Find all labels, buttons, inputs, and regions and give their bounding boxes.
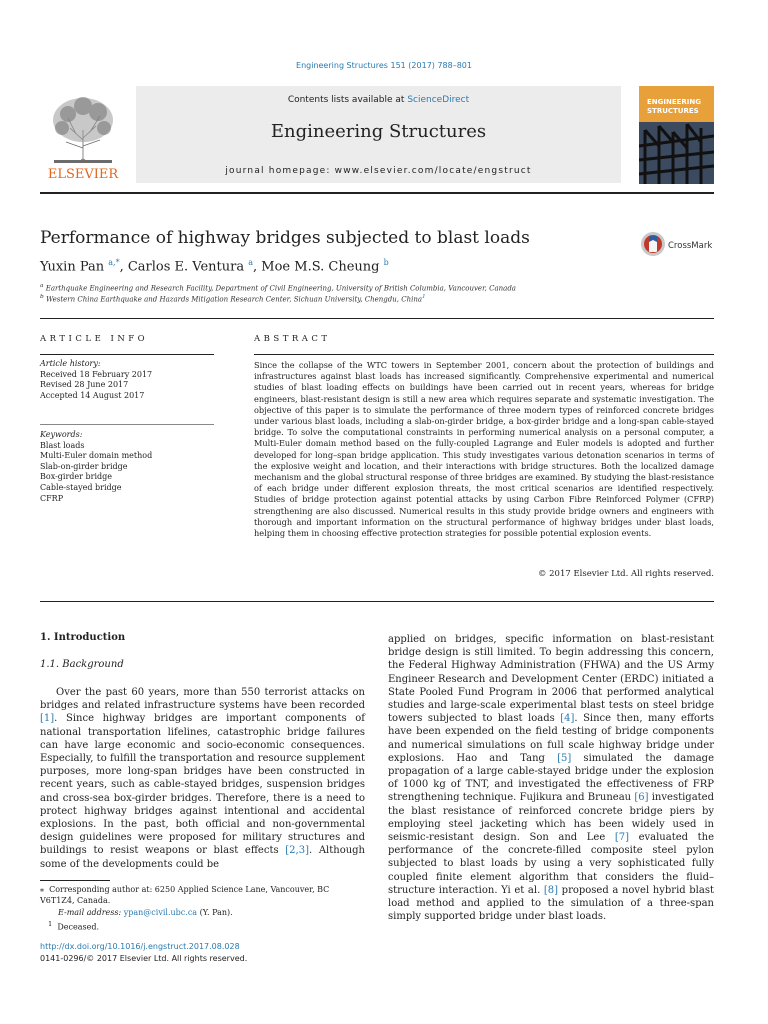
author-affil-mark[interactable]: a xyxy=(248,258,254,267)
sciencedirect-link[interactable]: ScienceDirect xyxy=(407,95,470,105)
footnote-rule xyxy=(40,880,110,881)
cover-title-line1: ENGINEERING xyxy=(647,98,702,106)
abstract-copyright: © 2017 Elsevier Ltd. All rights reserved. xyxy=(537,569,714,579)
contents-prefix: Contents lists available at xyxy=(287,95,408,105)
citation-link[interactable]: [6] xyxy=(634,792,649,804)
keywords-label: Keywords: xyxy=(40,430,83,439)
keyword: Box-girder bridge xyxy=(40,472,112,482)
crossmark-button[interactable] xyxy=(640,229,716,259)
affiliation-text: Earthquake Engineering and Research Facility, Department of Civil Engineering, University of British Columbia, Vancouver, Canada xyxy=(45,284,516,293)
author-name[interactable]: Yuxin Pan xyxy=(40,259,105,275)
footnote-corresponding xyxy=(40,884,365,906)
body-text: evaluated the performance of the concrete-filled composite steel pylon subjected to blast loads by using a very sophisticated fully coupled finite element algorithm that considers the fluid–structure interaction. Yi et al. xyxy=(388,832,715,896)
email-link[interactable]: ypan@civil.ubc.ca xyxy=(123,908,198,917)
keyword: Blast loads xyxy=(40,440,85,450)
affiliation-rule xyxy=(40,318,714,319)
keywords-list xyxy=(40,430,152,504)
affiliation-text: Western China Earthquake and Hazards Mitigation Research Center, Sichuan University, Chengdu, China xyxy=(45,295,422,304)
history-received: Received 18 February 2017 xyxy=(40,369,153,379)
keyword: Cable-stayed bridge xyxy=(40,482,122,492)
affiliation-footnote-mark[interactable]: 1 xyxy=(422,294,426,300)
publisher-name: ELSEVIER xyxy=(47,167,119,182)
email-suffix: (Y. Pan). xyxy=(197,908,233,917)
author-list: Yuxin Pan $^{a,*}$, Carlos E. Ventura $^a$, Moe M.S. Cheung $^b$ xyxy=(40,258,389,275)
journal-homepage-link[interactable]: journal homepage: www.elsevier.com/locate/engstruct xyxy=(225,166,532,176)
body-text: proposed a novel hybrid blast load method and applied to the simulation of a three-span simply supported bridge under blast loads. xyxy=(388,884,714,923)
journal-reference-link[interactable]: Engineering Structures 151 (2017) 788–801 xyxy=(296,61,472,70)
body-text: . Since then, many efforts have been expended on the field testing of bridge components and numerical simulations on full scale highway bridge under explosions. Hao and Tang xyxy=(388,713,715,764)
footnote-mark: 1 xyxy=(48,920,53,928)
doi-link[interactable]: http://dx.doi.org/10.1016/j.engstruct.2017.08.028 xyxy=(40,942,240,951)
body-text: Over the past 60 years, more than 550 terrorist attacks on bridges and related infrastructure systems have been recorded xyxy=(40,687,365,712)
journal-title: Engineering Structures xyxy=(270,121,487,142)
section-heading-introduction: 1. Introduction xyxy=(40,632,126,643)
abstract-heading: ABSTRACT xyxy=(254,334,331,344)
footnote-email xyxy=(58,907,233,918)
header-rule xyxy=(40,192,714,194)
affiliation-a xyxy=(40,283,516,292)
article-info-rule xyxy=(40,354,214,355)
cover-title-line2: STRUCTURES xyxy=(647,107,699,115)
body-text: investigated the blast resistance of reinforced concrete bridge piers by employing steel jacketing which has been widely used in seismic-resistant design. Son and Lee xyxy=(388,792,714,844)
history-accepted: Accepted 14 August 2017 xyxy=(40,390,145,400)
citation-link[interactable]: [4] xyxy=(560,713,575,725)
keyword: Slab-on-girder bridge xyxy=(40,461,128,471)
body-text: applied on bridges, specific information on blast-resistant bridge design is still limited. To begin addressing this concern, the Federal Highway Administration (FHWA) and the US Army Engineer Research and Development Center (ERDC) initiated a State Pooled Fund Program in 2006 that performed analytical studies and large-scale experimental blast tests on steel bridge towers subjected to blast loads xyxy=(388,634,714,725)
body-column-right xyxy=(388,633,714,923)
elsevier-tree-logo xyxy=(40,90,126,182)
crossmark-icon xyxy=(640,229,716,259)
affiliation-mark: a xyxy=(40,283,44,289)
footnote-deceased xyxy=(48,919,99,933)
abstract-bottom-rule xyxy=(40,601,714,602)
affiliation-mark: b xyxy=(40,294,44,300)
keywords-rule xyxy=(40,424,214,425)
footnote-text: Corresponding author at: 6250 Applied Science Lane, Vancouver, BC V6T1Z4, Canada. xyxy=(40,885,330,905)
article-info-heading: ARTICLE INFO xyxy=(40,334,149,344)
email-label: E-mail address: xyxy=(58,908,124,917)
citation-link[interactable]: [5] xyxy=(557,752,572,764)
body-text: . Although some of the developments could be xyxy=(40,845,365,870)
article-history xyxy=(40,359,152,401)
contents-line xyxy=(136,95,621,105)
history-revised: Revised 28 June 2017 xyxy=(40,380,129,390)
history-label: Article history: xyxy=(40,359,101,368)
subsection-heading-background: 1.1. Background xyxy=(40,659,124,670)
footnote-mark: ⁎ xyxy=(40,885,44,894)
cover-graphic xyxy=(639,86,714,184)
body-column-left xyxy=(40,686,365,871)
citation-link[interactable]: [1] xyxy=(40,713,55,725)
paper-title: Performance of highway bridges subjected to blast loads xyxy=(40,228,530,248)
crossmark-label: CrossMark xyxy=(668,241,713,251)
citation-link[interactable]: [2,3] xyxy=(285,845,309,857)
citation-link[interactable]: [8] xyxy=(543,884,559,896)
abstract-rule xyxy=(254,354,714,355)
journal-cover-image[interactable] xyxy=(639,86,714,184)
author-name[interactable]: Moe M.S. Cheung xyxy=(261,259,380,275)
affiliation-b xyxy=(40,294,426,303)
body-text: . Since highway bridges are important components of national transportation lifelines, catastrophic bridge failures can have large economic and socio-economic consequences. Especially, to fulfill the transportation and resource supplement purposes, more long-span bridges have been constructed in recent years, such as cable-stayed bridges, suspension bridges and cross-sea box-girder bridges. Therefore, there is a need to protect highway bridges against intentional and accidental explosions. In the past, both official and non-governmental design guidelines were proposed for military structures and buildings to resist weapons or blast effects xyxy=(40,713,365,857)
abstract-text: Since the collapse of the WTC towers in September 2001, concern about the protection of buildings and infrastructures against blast loads has increased significantly. Comprehensive experimental and numerical studies of blast loading effects on buildings have been carried out in recent years, whereas for bridge engineers, blast-resistant design is still a new area which requires separate and systematic investigation. The objective of this paper is to simulate the performance of three modern types of reinforced concrete bridges under various blast loads, including a slab-on-girder bridge, a box-girder bridge and a long-span cable-stayed bridge. To solve the computational constraints in performing numerical analysis on a personal computer, a Multi-Euler domain method based on the fully-coupled Lagrange and Euler models is adopted and further developed for long–span bridge application. This study investigates various detonation scenarios in terms of the explosive weight and location, and their interactions with bridge structures. Both the localized damage mechanism and the global structural response of three bridges are examined. By studying the blast-resistance of each bridge under different explosion threats, the most critical scenarios are identified respectively. Studies of bridge protection against potential attacks by using Carbon Fibre Reinforced Polymer (CFRP) strengthening are also discussed. Numerical results in this study provide bridge owners and engineers with thorough and important information on the structural performance of highway bridges under blast loads, helping them in choosing effective protection strategies for possible potential explosion events. xyxy=(254,360,714,539)
author-affil-mark[interactable]: a,* xyxy=(108,258,120,267)
keyword: Multi-Euler domain method xyxy=(40,451,153,461)
issn-line: 0141-0296/© 2017 Elsevier Ltd. All rights reserved. xyxy=(40,954,248,963)
footnote-text: Deceased. xyxy=(57,922,99,932)
author-name[interactable]: Carlos E. Ventura xyxy=(127,259,245,275)
body-text: simulated the damage propagation of a large cable-stayed bridge under the explosion of 1000 kg of TNT, and investigated the effectiveness of FRP strengthening technique. Fujikura and Bruneau xyxy=(388,752,714,804)
author-affil-mark[interactable]: b xyxy=(383,258,389,267)
keyword: CFRP xyxy=(40,493,64,503)
citation-link[interactable]: [7] xyxy=(614,832,629,844)
